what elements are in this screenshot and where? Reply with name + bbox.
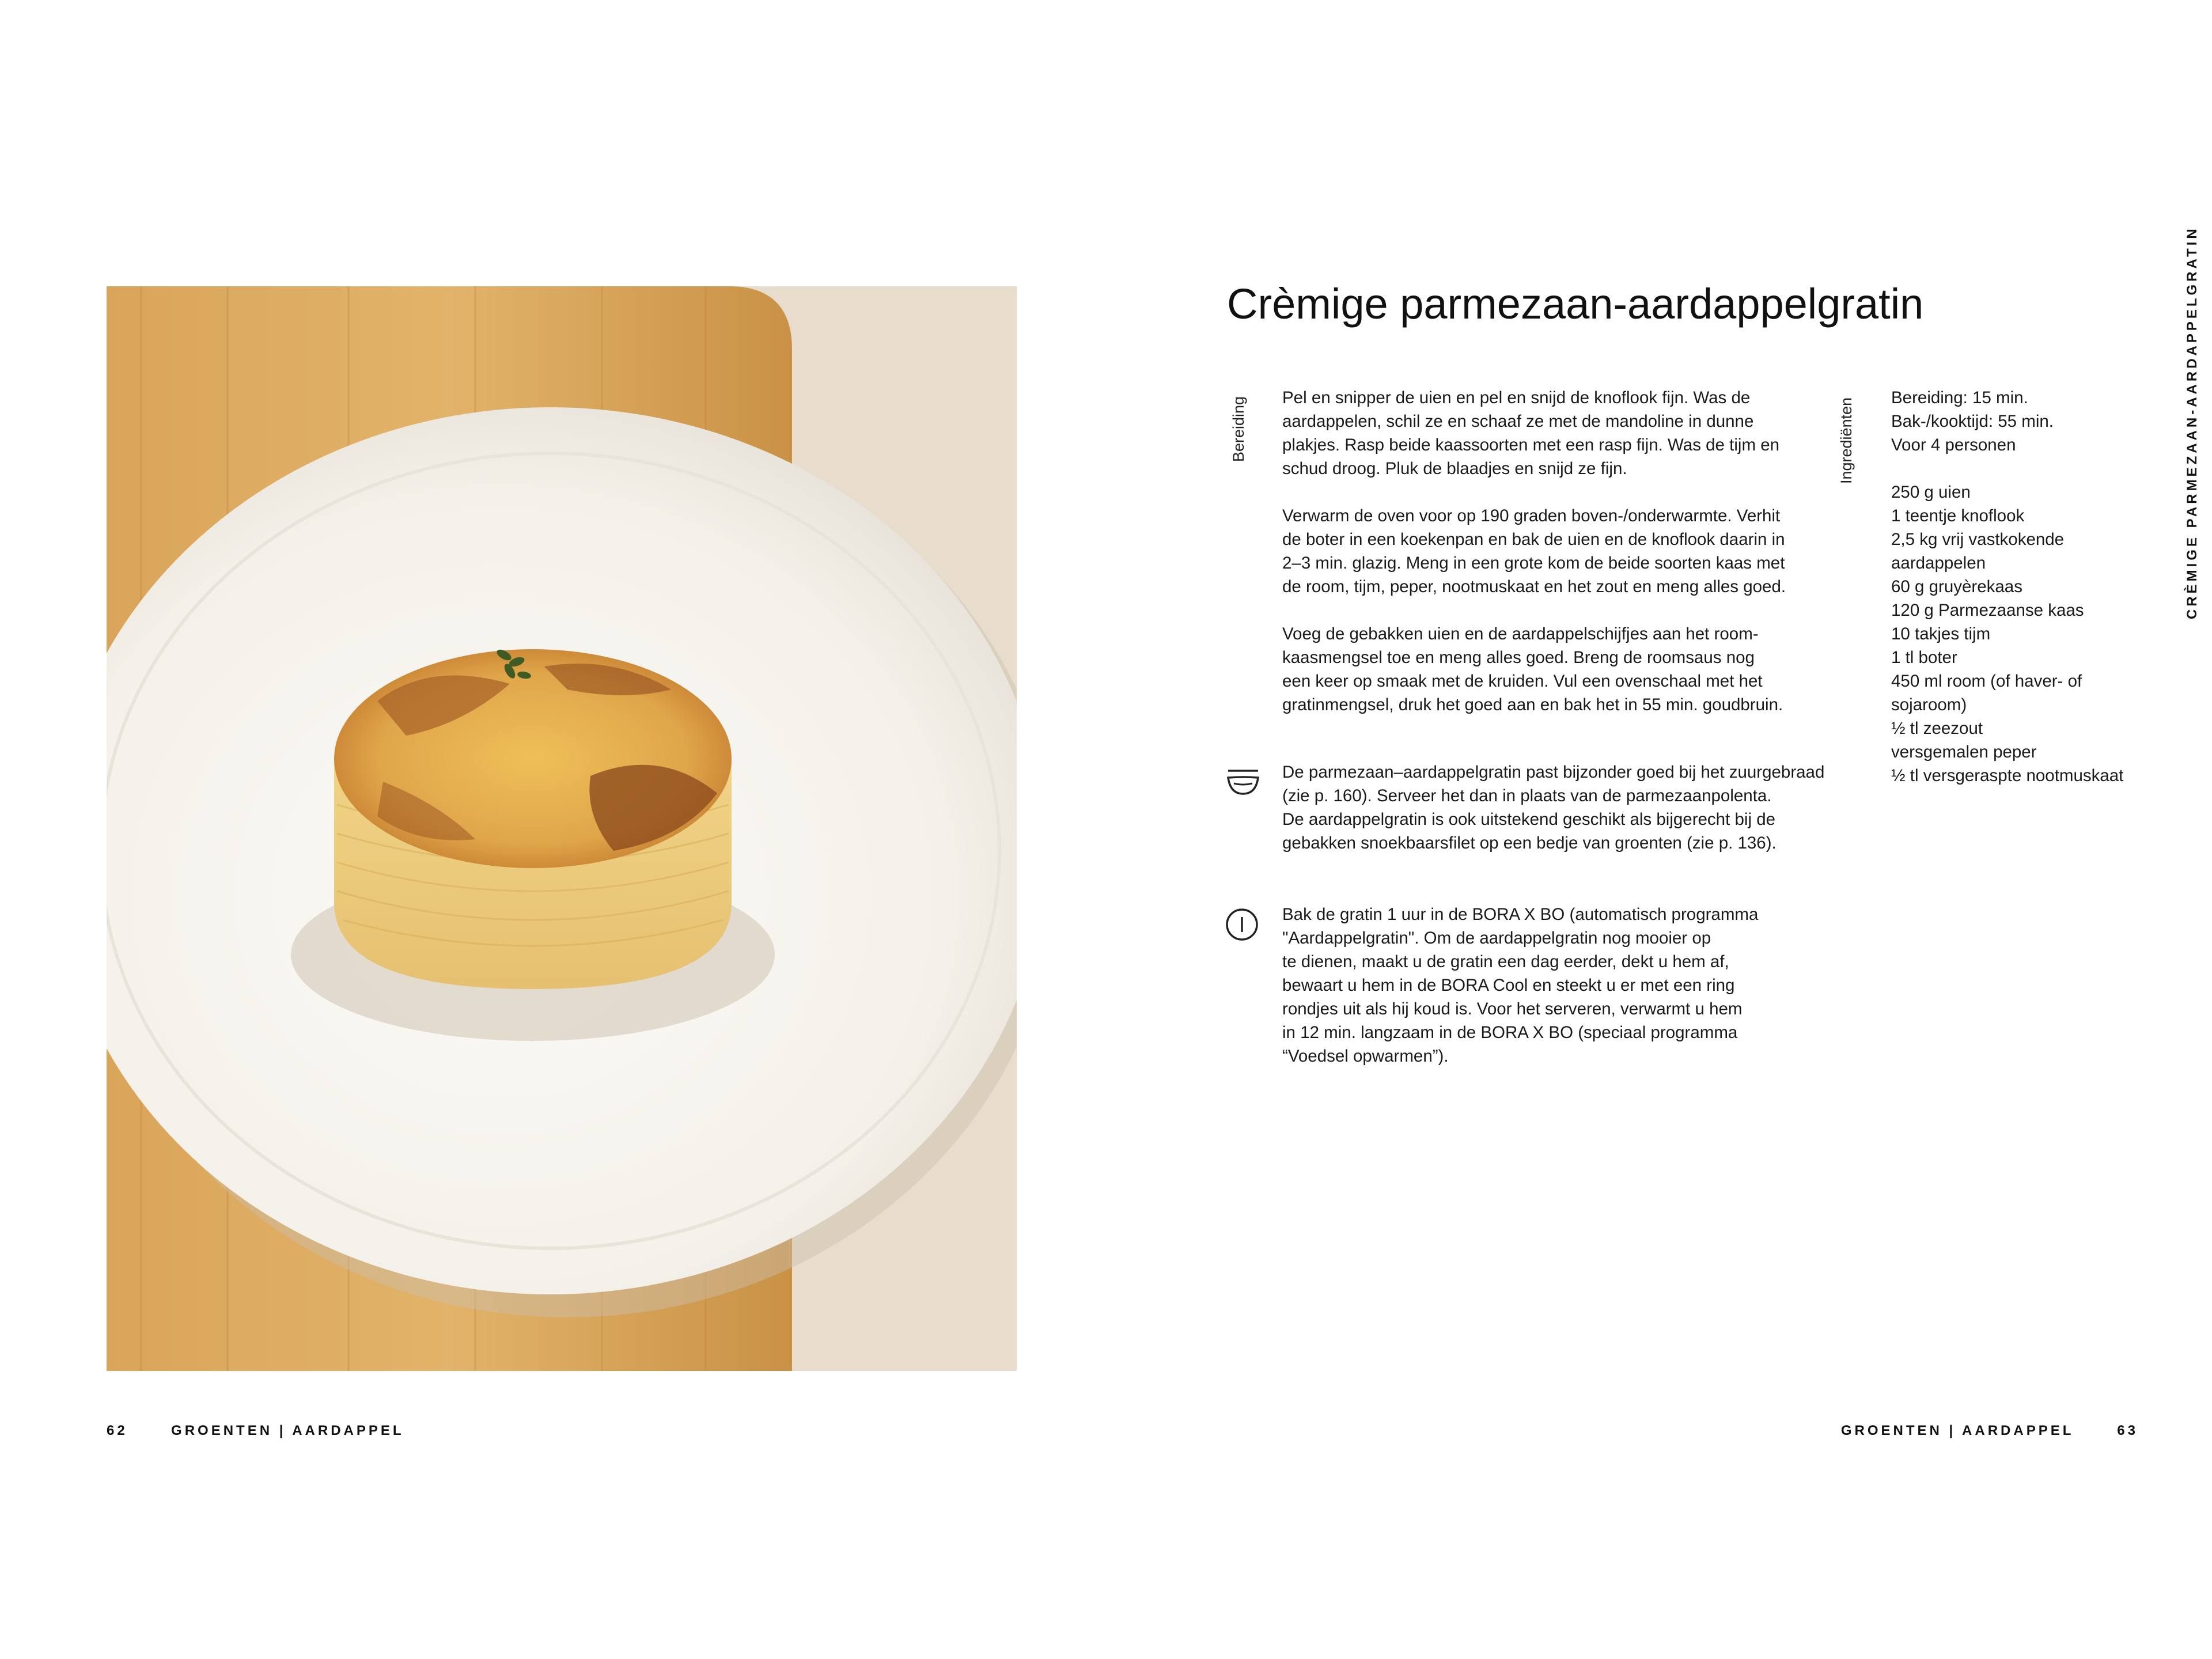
ingredienten-label: Ingrediënten [1838, 397, 1855, 484]
recipe-meta: Bereiding: 15 min. Bak-/kooktijd: 55 min. Voor 4 personen [1891, 388, 2054, 454]
bereiding-step-2: Verwarm de oven voor op 190 graden boven-/onderwarmte. Verhit de boter in een koekenpan en bak de uien en de knoflook daarin in 2–3 min. glazig. Meng in een grote kom de beide soorten kaas met de room, tijm, peper, nootmuskaat en het zout en meng alles goed. [1282, 506, 1786, 596]
ingredient-item: aardappelen [1891, 554, 1986, 573]
left-section-label: GROENTEN | AARDAPPEL [171, 1423, 404, 1438]
ingredient-item: 1 tl boter [1891, 648, 1957, 667]
left-footer [107, 1423, 404, 1439]
ingredient-item: versgemalen peper [1891, 743, 2037, 762]
ingredient-item: 2,5 kg vrij vastkokende [1891, 530, 2065, 549]
recipe-title: Crèmige parmezaan-aardappelgratin [1227, 280, 1924, 328]
info-icon [1225, 907, 1259, 945]
serving-tip: De parmezaan–aardappelgratin past bijzonder goed bij het zuurgebraad (zie p. 160). Serveer het dan in plaats van de parmezaanpolenta. De aardappelgratin is ook uitstekend geschikt als bijgerecht bij de gebakken snoekbaarsfilet op een bedje van groenten (zie p. 136). [1282, 763, 1825, 853]
left-page-number: 62 [107, 1423, 128, 1438]
ingredient-item: sojaroom) [1891, 695, 1967, 714]
ingredient-item: 250 g uien [1891, 483, 1971, 502]
ingredient-item: 120 g Parmezaanse kaas [1891, 601, 2084, 620]
right-footer [1841, 1423, 2138, 1439]
ingredients-list [1891, 480, 2123, 787]
ingredient-item: 1 teentje knoflook [1891, 506, 2025, 525]
spine-title: CRÈMIGE PARMEZAAN-AARDAPPELGRATIN [2184, 226, 2200, 619]
serving-bowl-icon [1226, 766, 1260, 801]
bereiding-step-3: Voeg de gebakken uien en de aardappelschijfjes aan het room- kaasmengsel toe en meng alles goed. Breng de roomsaus nog een keer op smaak met de kruiden. Vul een ovenschaal met het gratinmengsel, druk het goed aan en bak het in 55 min. goudbruin. [1282, 624, 1783, 714]
bereiding-label: Bereiding [1230, 396, 1247, 462]
right-section-label: GROENTEN | AARDAPPEL [1840, 1423, 2074, 1438]
ingredient-item: 60 g gruyèrekaas [1891, 577, 2022, 596]
ingredient-item: ½ tl versgeraspte nootmuskaat [1891, 766, 2124, 785]
ingredient-item: 450 ml room (of haver- of [1891, 672, 2082, 691]
ingredient-item: 10 takjes tijm [1891, 624, 1991, 643]
info-tip: Bak de gratin 1 uur in de BORA X BO (automatisch programma "Aardappelgratin". Om de aardappelgratin nog mooier op te dienen, maakt u de gratin een dag eerder, dekt u hem af, bewaart u hem in de BORA Cool en steekt u er met een ring rondjes uit als hij koud is. Voor het serveren, verwarmt u hem in 12 min. langzaam in de BORA X BO (speciaal programma “Voedsel opwarmen”). [1282, 905, 1759, 1066]
bereiding-step-1: Pel en snipper de uien en pel en snijd de knoflook fijn. Was de aardappelen, schil ze en schaaf ze met de mandoline in dunne plakjes. Rasp beide kaassoorten met een rasp fijn. Was de tijm en schud droog. Pluk de blaadjes en snijd ze fijn. [1282, 388, 1780, 478]
gratin-photo [107, 286, 1017, 1371]
ingredient-item: ½ tl zeezout [1891, 719, 1983, 738]
right-page-number: 63 [2117, 1423, 2138, 1438]
